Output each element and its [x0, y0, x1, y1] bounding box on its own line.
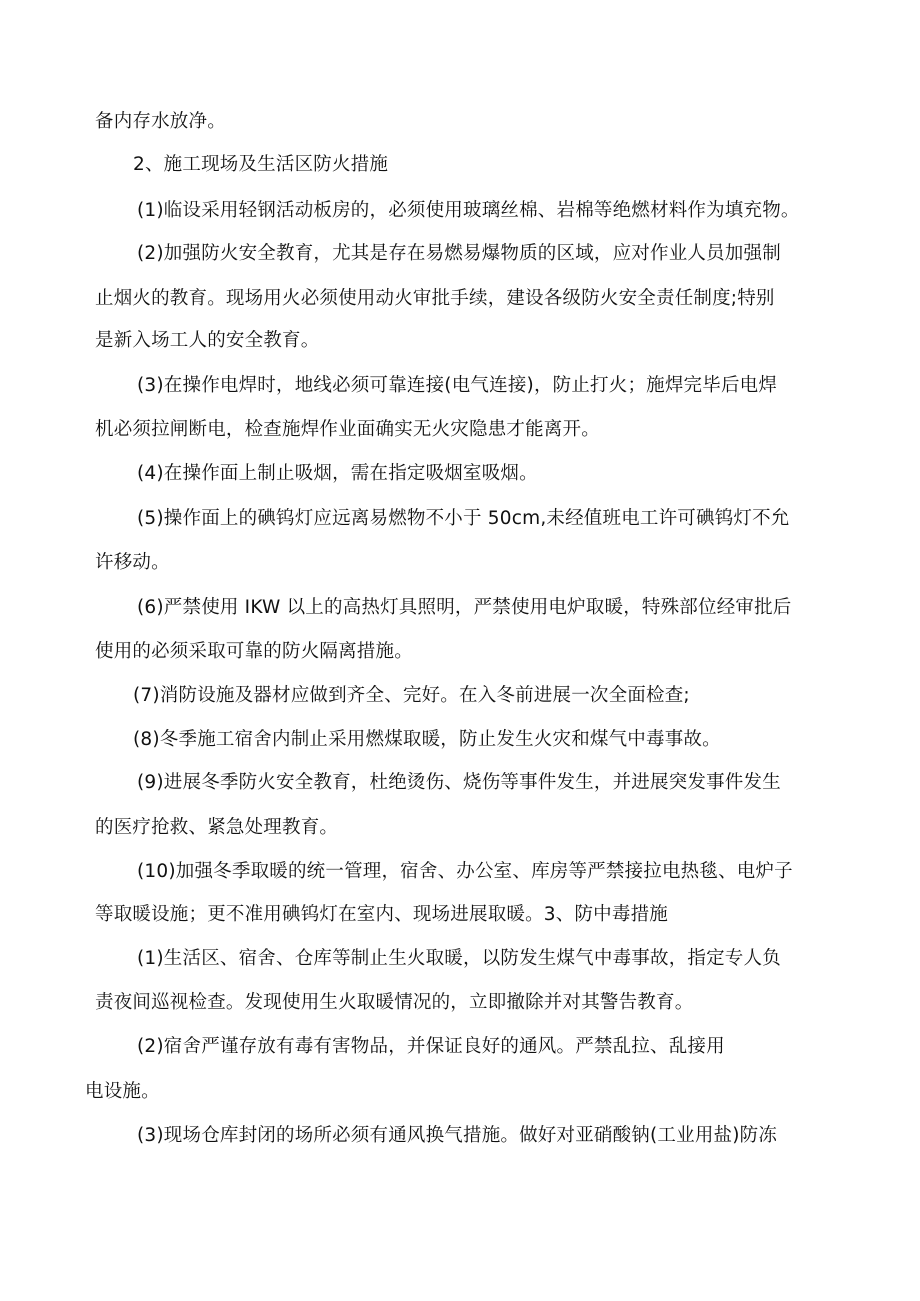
text-line: (6)严禁使用 IKW 以上的高热灯具照明，严禁使用电炉取暖，特殊部位经审批后 — [137, 597, 792, 618]
text-line: 止烟火的教育。现场用火必须使用动火审批手续，建设各级防火安全责任制度;特别 — [95, 288, 775, 309]
text-line: (2)加强防火安全教育，尤其是存在易燃易爆物质的区域，应对作业人员加强制 — [137, 243, 781, 264]
text-line: 备内存水放净。 — [95, 111, 226, 132]
text-line: 是新入场工人的安全教育。 — [95, 330, 320, 351]
text-line: 的医疗抢救、紧急处理教育。 — [95, 817, 339, 838]
text-line: (3)在操作电焊时，地线必须可靠连接(电气连接)，防止打火；施焊完毕后电焊 — [137, 375, 778, 396]
text-line: (10)加强冬季取暖的统一管理，宿舍、办公室、库房等严禁接拉电热毯、电炉子 — [137, 861, 793, 882]
text-line: 机必须拉闸断电，检查施焊作业面确实无火灾隐患才能离开。 — [95, 419, 600, 440]
text-line: (2)宿舍严谨存放有毒有害物品，并保证良好的通风。严禁乱拉、乱接用 — [137, 1036, 725, 1057]
text-line: (9)进展冬季防火安全教育，杜绝烫伤、烧伤等事件发生，并进展突发事件发生 — [137, 772, 781, 793]
text-line: (7)消防设施及器材应做到齐全、完好。在入冬前进展一次全面检查; — [133, 685, 690, 706]
text-line: 许移动。 — [95, 552, 170, 573]
text-line: (3)现场仓库封闭的场所必须有通风换气措施。做好对亚硝酸钠(工业用盐)防冻 — [137, 1125, 778, 1146]
text-line: (5)操作面上的碘钨灯应远离易燃物不小于 50cm,未经值班电工许可碘钨灯不允 — [137, 508, 790, 529]
text-line: (4)在操作面上制止吸烟，需在指定吸烟室吸烟。 — [137, 463, 538, 484]
section-heading: 2、施工现场及生活区防火措施 — [133, 154, 389, 175]
text-line: (8)冬季施工宿舍内制止采用燃煤取暖，防止发生火灾和煤气中毒事故。 — [133, 729, 721, 750]
text-line: 电设施。 — [85, 1081, 160, 1102]
text-line: (1)临设采用轻钢活动板房的，必须使用玻璃丝棉、岩棉等绝燃材料作为填充物。 — [137, 200, 800, 221]
text-line: 等取暖设施；更不准用碘钨灯在室内、现场进展取暖。3、防中毒措施 — [95, 904, 668, 925]
text-line: (1)生活区、宿舍、仓库等制止生火取暖，以防发生煤气中毒事故，指定专人负 — [137, 948, 781, 969]
text-line: 使用的必须采取可靠的防火隔离措施。 — [95, 641, 413, 662]
text-line: 责夜间巡视检查。发现使用生火取暖情况的，立即撤除并对其警告教育。 — [95, 992, 694, 1013]
